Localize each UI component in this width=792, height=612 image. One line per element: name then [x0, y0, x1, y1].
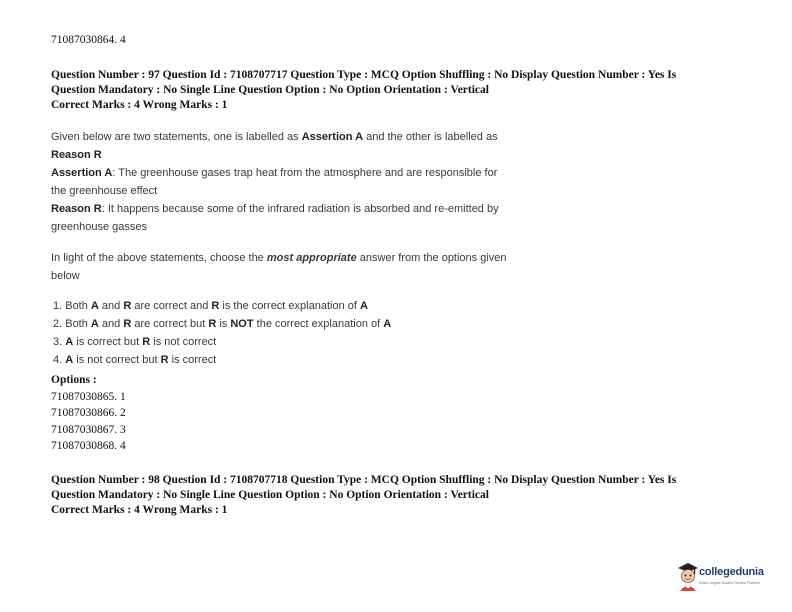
- instruction-emphasis: most appropriate: [266, 252, 357, 264]
- option-id-2: 71087030866. 2: [51, 407, 126, 419]
- graduate-mascot-icon: [677, 560, 699, 592]
- option-id-3: 71087030867. 3: [51, 423, 126, 436]
- choice-1: 1. Both A and R are correct and R is the correct explanation of A: [53, 300, 368, 312]
- question-98-marks: Correct Marks : 4 Wrong Marks : 1: [51, 504, 228, 516]
- brand-name: collegedunia: [699, 566, 764, 578]
- reason-statement-cont: greenhouse gasses: [51, 221, 148, 233]
- choice-2: 2. Both A and R are correct but R is NOT the correct explanation of A: [53, 318, 392, 330]
- question-98-header-line1: Question Number : 98 Question Id : 7108707718 Question Type : MCQ Option Shuffling : No Display Question Number : Yes Is: [51, 474, 677, 486]
- question-97-header-line2: Question Mandatory : No Single Line Question Option : No Option Orientation : Vertical: [51, 84, 489, 96]
- question-97-marks: Correct Marks : 4 Wrong Marks : 1: [51, 99, 228, 111]
- assertion-label: Assertion A: [51, 167, 113, 179]
- question-97-options: [51, 372, 126, 455]
- collegedunia-watermark: [677, 560, 777, 594]
- choice-3: 3. A is correct but R is not correct: [53, 336, 217, 348]
- intro-text-continued: and the other is labelled as: [363, 131, 498, 143]
- question-97-intro: [51, 128, 591, 146]
- instruction-text-continued: answer from the options given: [356, 252, 507, 264]
- assertion-text: : The greenhouse gases trap heat from the atmosphere and are responsible for: [112, 167, 498, 179]
- question-98-header: [51, 473, 721, 518]
- instruction-text: In light of the above statements, choose the: [51, 252, 267, 264]
- reason-statement: [51, 200, 591, 218]
- options-label: Options :: [51, 374, 97, 386]
- instruction-line: [51, 249, 591, 267]
- option-id-4: 71087030868. 4: [51, 440, 126, 452]
- question-97-choices: [53, 297, 593, 369]
- reason-text: : It happens because some of the infrared radiation is absorbed and re-emitted by: [101, 203, 499, 215]
- intro-assertion-label: Assertion A: [301, 131, 364, 143]
- question-97-body: [51, 128, 591, 236]
- assertion-statement: [51, 164, 591, 182]
- reason-label: Reason R: [51, 203, 102, 215]
- question-97-header: [51, 68, 721, 113]
- question-98-header-line2: Question Mandatory : No Single Line Question Option : No Option Orientation : Vertical: [51, 489, 489, 501]
- question-97-instruction: [51, 249, 591, 285]
- option-id-1: 71087030865. 1: [51, 390, 126, 403]
- question-97-header-line1: Question Number : 97 Question Id : 7108707717 Question Type : MCQ Option Shuffling : No Display Question Number : Yes Is: [51, 69, 677, 81]
- intro-reason-label: Reason R: [51, 149, 102, 161]
- previous-option-line: 71087030864. 4: [51, 34, 126, 46]
- brand-tagline: India's largest Student Review Platform: [699, 581, 760, 585]
- choice-4: 4. A is not correct but R is correct: [53, 354, 217, 366]
- intro-text: Given below are two statements, one is labelled as: [51, 131, 302, 143]
- instruction-line-2: below: [51, 270, 80, 282]
- assertion-statement-cont: the greenhouse effect: [51, 185, 158, 197]
